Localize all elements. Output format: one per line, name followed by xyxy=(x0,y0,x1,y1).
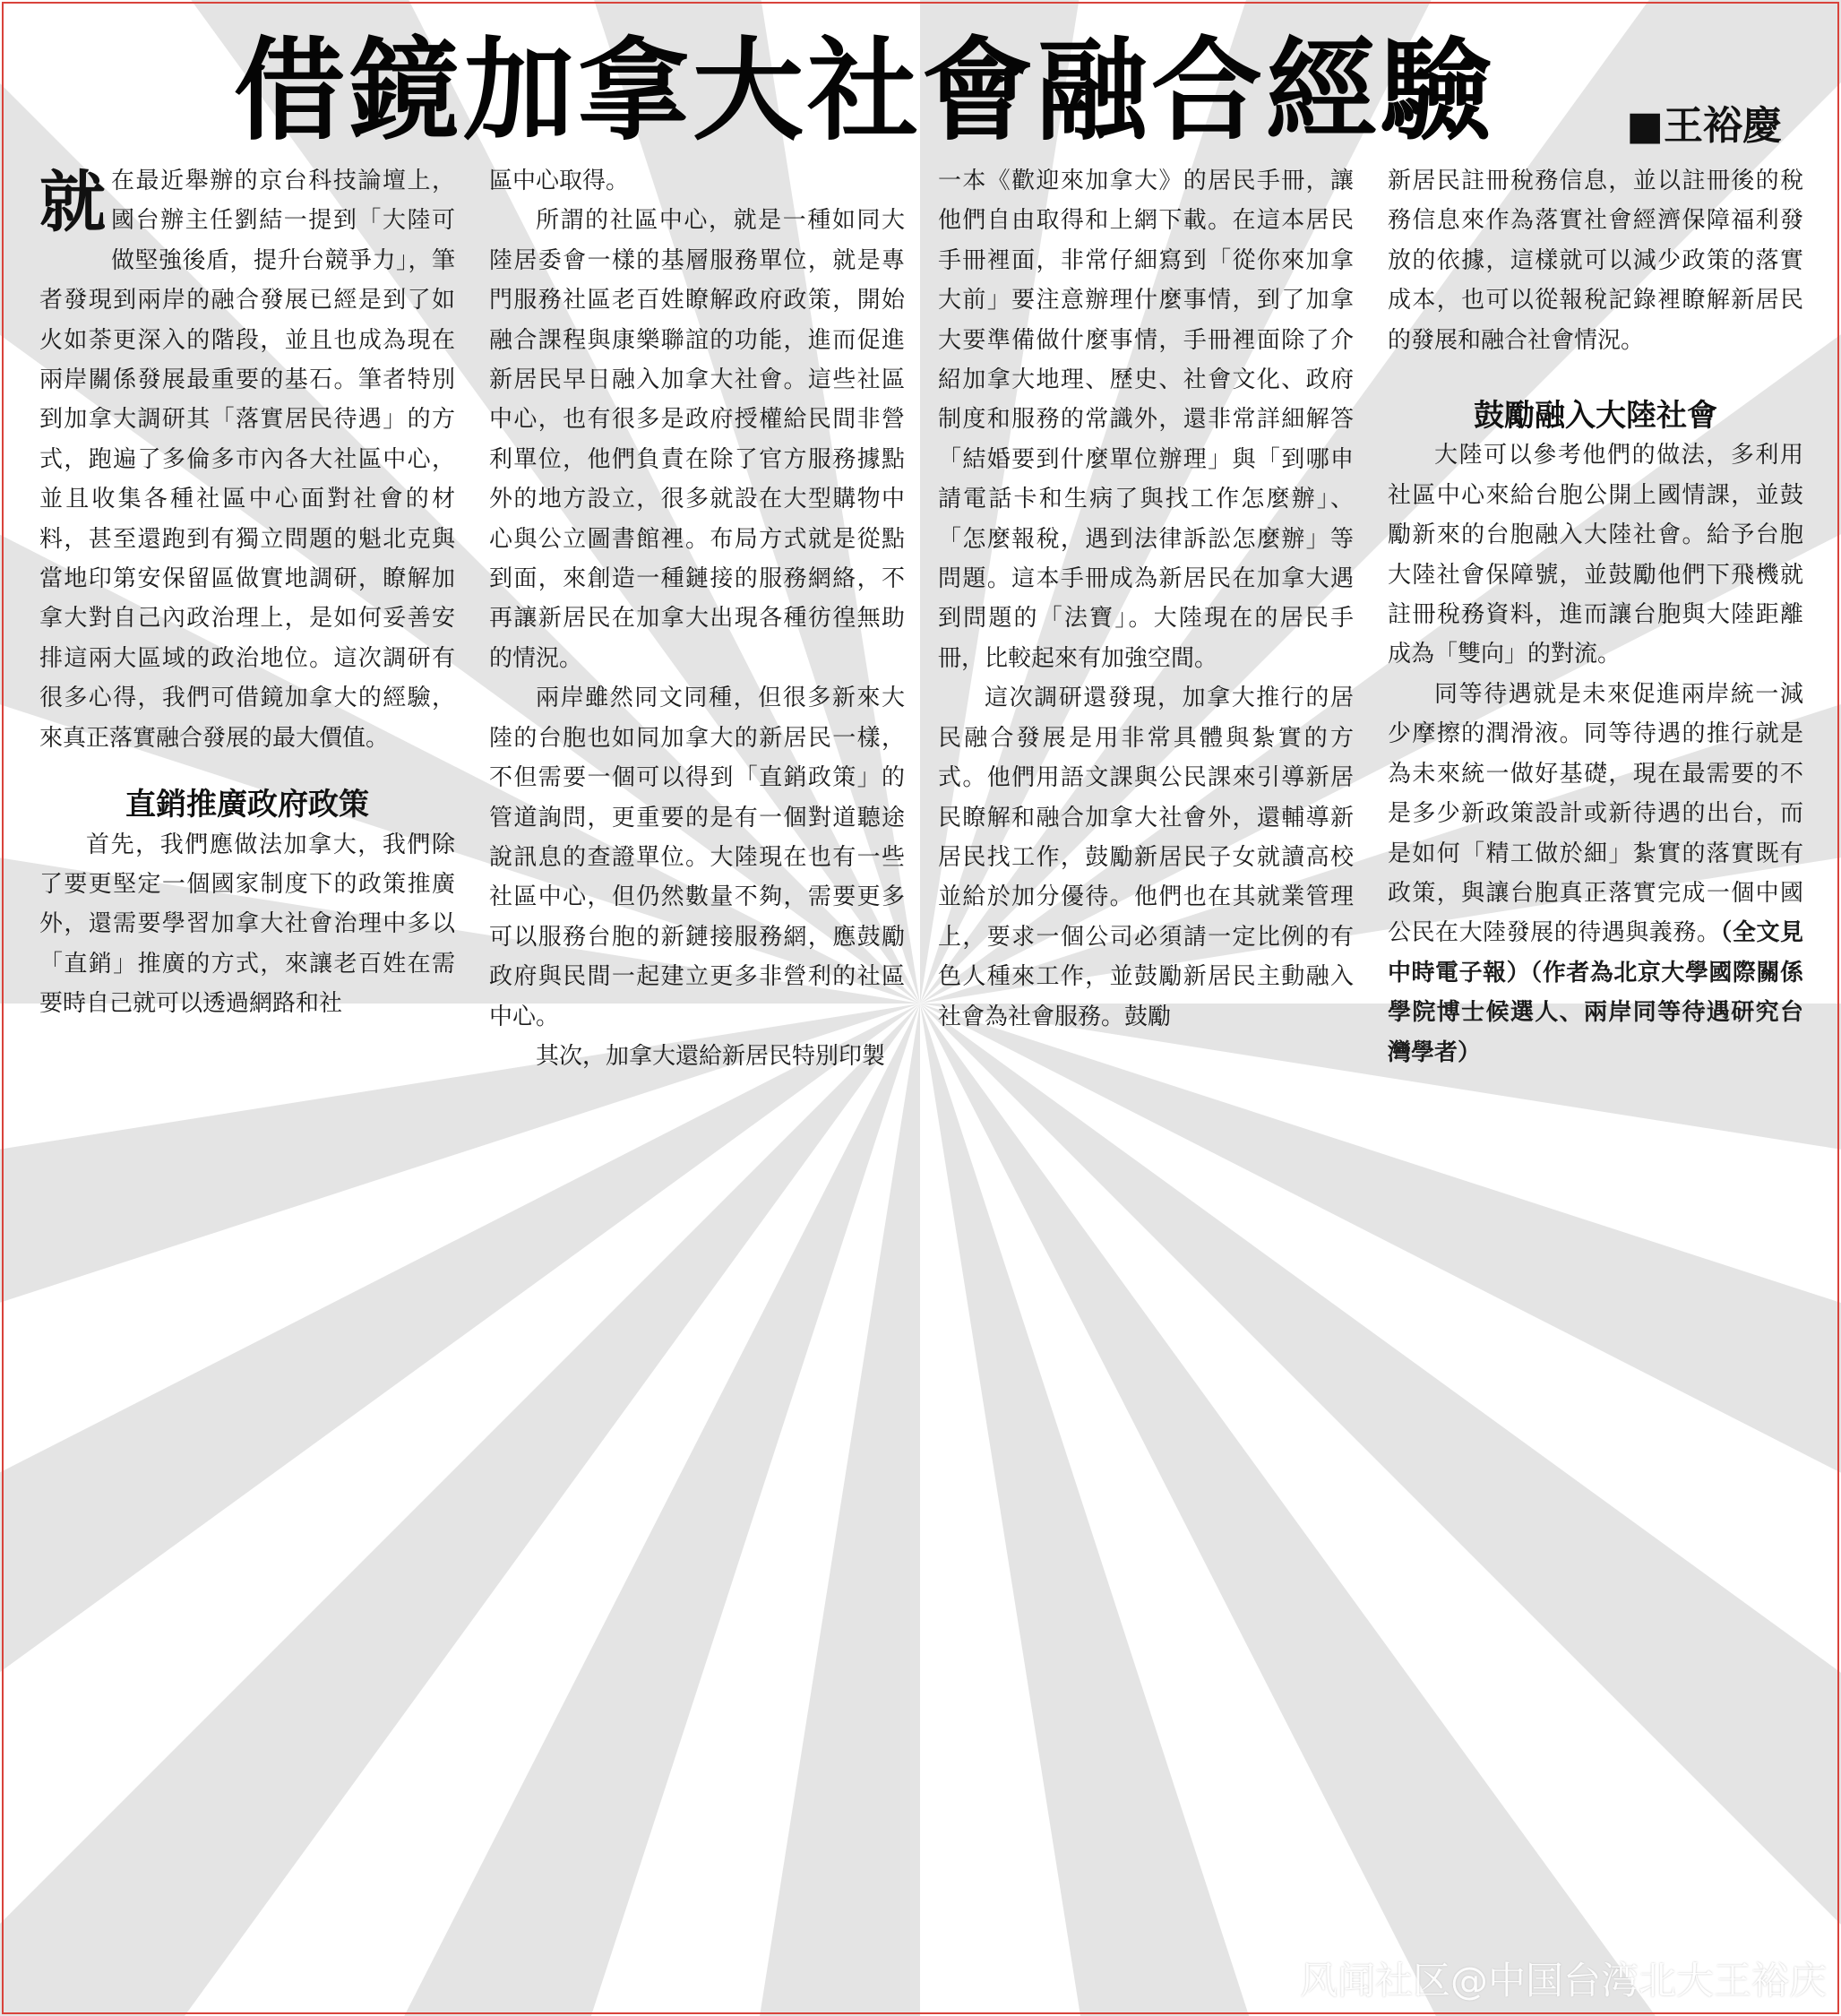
paragraph: 這次調研還發現，加拿大推行的居民融合發展是用非常具體與紮實的方式。他們用語文課與公民課來引導新居民瞭解和融合加拿大社會外，還輔導新居民找工作，鼓勵新居民子女就讀高校並給於加分優待。他們也在其就業管理上，要求一個公司必須請一定比例的有色人種來工作，並鼓勵新居民主動融入社會為社會服務。鼓勵 xyxy=(938,685,1354,1030)
watermark: 风闻社区@中国台湾北大王裕庆 xyxy=(1299,1959,1827,2003)
column-2 xyxy=(489,161,905,1076)
paragraph-lead xyxy=(39,161,455,758)
author-note: （全文見中時電子報）（作者為北京大學國際關係學院博士候選人、兩岸同等待遇研究台灣學者） xyxy=(1388,919,1803,1066)
subheading-integration: 鼓勵融入大陸社會 xyxy=(1474,398,1717,435)
paragraph: 首先，我們應做法加拿大，我們除了要更堅定一個國家制度下的政策推廣外，還需要學習加拿大社會治理中多以「直銷」推廣的方式，來讓老百姓在需要時自己就可以透過網路和社 xyxy=(39,831,455,1018)
subheading-direct-sales: 直銷推廣政府政策 xyxy=(125,787,369,823)
paragraph: 所謂的社區中心，就是一種如同大陸居委會一樣的基層服務單位，就是專門服務社區老百姓瞭解政府政策，開始融合課程與康樂聯誼的功能，進而促進新居民早日融入加拿大社會。這些社區中心，也有很多是政府授權給民間非營利單位，他們負責在除了官方服務據點外的地方設立，很多就設在大型購物中心與公立圖書館裡。布局方式就是從點到面，來創造一種鏈接的服務網絡，不再讓新居民在加拿大出現各種彷徨無助的情況。 xyxy=(489,207,905,672)
column-4 xyxy=(1388,161,1803,1073)
headline: 借鏡加拿大社會融合經驗 xyxy=(233,26,1495,156)
paragraph-text: 同等待遇就是未來促進兩岸統一減少摩擦的潤滑液。同等待遇的推行就是為未來統一做好基礎，現在最需要的不是多少新政策設計或新待遇的出台，而是如何「精工做於細」紮實的落實既有政策，與讓台胞真正落實完成一個中國公民在大陸發展的待遇與義務。 xyxy=(1388,680,1803,947)
paragraph-continued: 一本《歡迎來加拿大》的居民手冊，讓他們自由取得和上網下載。在這本居民手冊裡面，非常仔細寫到「從你來加拿大前」要注意辦理什麼事情，到了加拿大要準備做什麼事情，手冊裡面除了介紹加拿大地理、歷史、社會文化、政府制度和服務的常識外，還非常詳細解答「結婚要到什麼單位辦理」與「到哪申請電話卡和生病了與找工作怎麼辦」、「怎麼報稅，遇到法律訴訟怎麼辦」等問題。這本手冊成為新居民在加拿大遇到問題的「法寶」。大陸現在的居民手冊，比較起來有加強空間。 xyxy=(938,168,1354,672)
paragraph xyxy=(1388,675,1803,1073)
paragraph: 其次，加拿大還給新居民特別印製 xyxy=(536,1042,886,1070)
paragraph: 兩岸雖然同文同種，但很多新來大陸的台胞也如同加拿大的新居民一樣，不但需要一個可以得到「直銷政策」的管道詢問，更重要的是有一個對道聽途說訊息的查證單位。大陸現在也有一些社區中心，但仍然數量不夠，需要更多可以服務台胞的新鏈接服務網，應鼓勵政府與民間一起建立更多非營利的社區中心。 xyxy=(489,685,905,1030)
drop-cap: 就 xyxy=(39,164,106,241)
byline: ■王裕慶 xyxy=(1626,103,1782,149)
paragraph-text: 在最近舉辦的京台科技論壇上，國台辦主任劉結一提到「大陸可做堅強後盾，提升台競爭力」，筆者發現到兩岸的融合發展已經是到了如火如荼更深入的階段，並且也成為現在兩岸關係發展最重要的基石。筆者特別到加拿大調研其「落實居民待遇」的方式，跑遍了多倫多市內各大社區中心，並且收集各種社區中心面對社會的材料，甚至還跑到有獨立問題的魁北克與當地印第安保留區做實地調研，瞭解加拿大對自己內政治理上，是如何妥善安排這兩大區域的政治地位。這次調研有很多心得，我們可借鏡加拿大的經驗，來真正落實融合發展的最大價值。 xyxy=(39,168,455,752)
paragraph: 大陸可以參考他們的做法，多利用社區中心來給台胞公開上國情課，並鼓勵新來的台胞融入大陸社會。給予台胞大陸社會保障號，並鼓勵他們下飛機就註冊稅務資料，進而讓台胞與大陸距離成為「雙向」的對流。 xyxy=(1388,442,1803,668)
paragraph-continued: 區中心取得。 xyxy=(489,168,630,194)
column-3 xyxy=(938,161,1354,1037)
column-1 xyxy=(39,161,455,1024)
paragraph-continued: 新居民註冊稅務信息，並以註冊後的稅務信息來作為落實社會經濟保障福利發放的依據，這樣就可以減少政策的落實成本，也可以從報稅記錄裡瞭解新居民的發展和融合社會情況。 xyxy=(1388,168,1803,354)
